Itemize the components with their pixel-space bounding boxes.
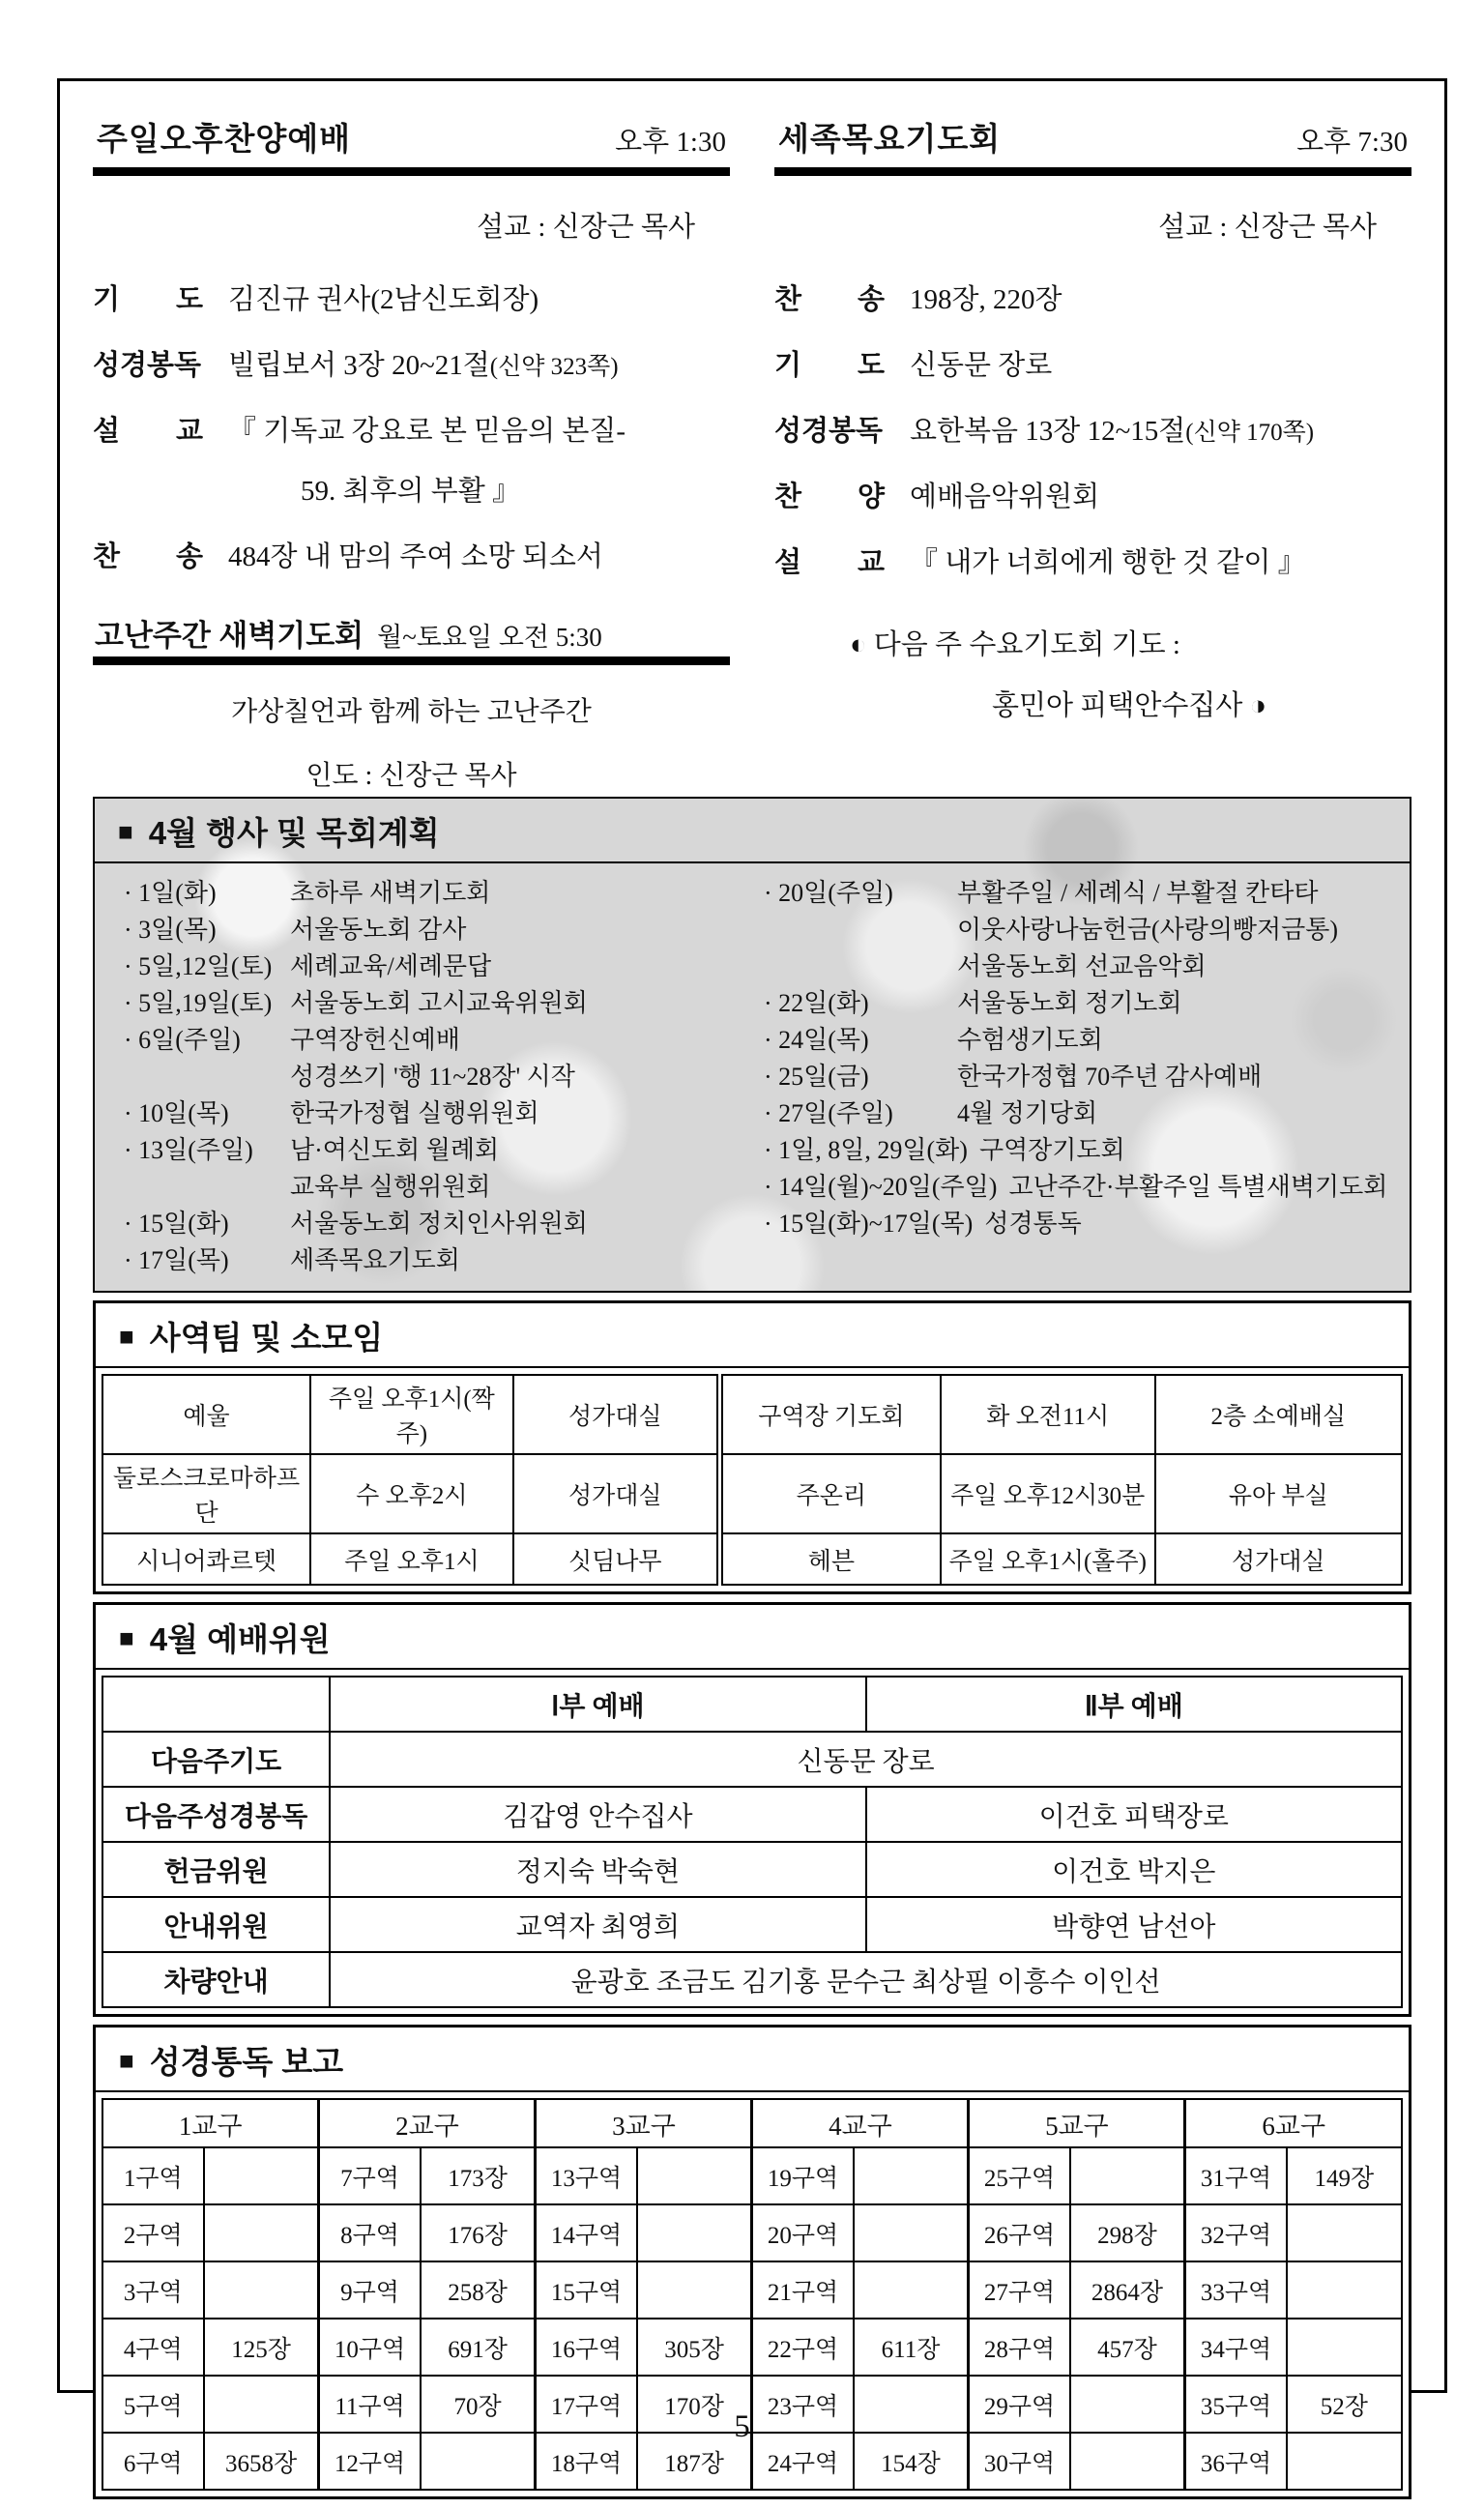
table-row (102, 2261, 1402, 2319)
half-circle-left-icon: ◐ (850, 629, 867, 660)
event-row (124, 1242, 764, 1279)
item-value (910, 409, 1314, 449)
cell-chapters: 187장 (637, 2433, 752, 2490)
cell-name: 30구역 (969, 2433, 1070, 2490)
cell-chapters (204, 2261, 319, 2319)
table-row (102, 1454, 1402, 1533)
service-item (93, 409, 730, 449)
event-desc: 서울동노회 감사 (290, 916, 467, 944)
event-desc: 세족목요기도회 (290, 1246, 460, 1274)
team-time: 화 오전11시 (941, 1375, 1155, 1454)
cell-chapters: 2864장 (1070, 2261, 1185, 2319)
district-header: 1교구 (102, 2099, 319, 2147)
cell-name: 18구역 (536, 2433, 637, 2490)
table-row (102, 1897, 1402, 1952)
table-row (102, 1533, 1402, 1585)
event-row (764, 1169, 1404, 1206)
event-row (124, 1169, 764, 1206)
cell-name: 6구역 (102, 2433, 204, 2490)
committee-value: 이건호 박지은 (866, 1842, 1402, 1897)
bible-reading-title: 성경통독 보고 (149, 2044, 344, 2080)
cell-name: 14구역 (536, 2204, 637, 2261)
cell-chapters: 170장 (637, 2376, 752, 2433)
cell-name: 3구역 (102, 2261, 204, 2319)
cell-name: 20구역 (752, 2204, 854, 2261)
event-date: · 22일(화) (764, 989, 869, 1017)
service-column-left (93, 101, 730, 791)
table-row (102, 2147, 1402, 2204)
service-item (93, 343, 730, 383)
event-row (764, 1095, 1404, 1132)
cell-chapters: 52장 (1287, 2376, 1402, 2433)
event-date: · 13일(주일) (124, 1136, 253, 1164)
service-item (774, 540, 1411, 580)
cell-name: 25구역 (969, 2147, 1070, 2204)
cell-name: 31구역 (1185, 2147, 1287, 2204)
cell-chapters (637, 2204, 752, 2261)
cell-name: 16구역 (536, 2319, 637, 2376)
cell-chapters: 691장 (421, 2319, 536, 2376)
dawn-prayer-leader: 인도 : 신장근 목사 (306, 761, 517, 791)
event-desc: 서울동노회 정치인사위원회 (290, 1210, 588, 1238)
cell-name: 22구역 (752, 2319, 854, 2376)
committee-title: 4월 예배위원 (149, 1621, 331, 1657)
table-row (102, 1842, 1402, 1897)
team-name: 구역장 기도회 (719, 1375, 940, 1454)
event-date (764, 948, 957, 985)
table-row (102, 1787, 1402, 1842)
dawn-prayer-time: 월~토요일 오전 5:30 (377, 623, 602, 652)
service-title-row (774, 101, 1411, 165)
notice-line2 (774, 684, 1411, 723)
cell-name: 17구역 (536, 2376, 637, 2433)
item-label: 찬 송 (774, 284, 886, 315)
event-row (764, 985, 1404, 1022)
item-value: 『 내가 너희에게 행한 것 같이 』 (910, 547, 1306, 578)
cell-chapters (854, 2261, 969, 2319)
cell-chapters (204, 2147, 319, 2204)
cell-name: 19구역 (752, 2147, 854, 2204)
item-value: 신동문 장로 (910, 350, 1053, 381)
event-row (124, 985, 764, 1022)
committee-value: 박향연 남선아 (866, 1897, 1402, 1952)
service2-header: Ⅱ부 예배 (866, 1677, 1402, 1732)
item-label: 설 교 (93, 416, 204, 447)
double-rule (774, 167, 1411, 176)
service-item (774, 409, 1411, 449)
event-date: · 20일(주일) (764, 879, 893, 907)
cell-chapters: 149장 (1287, 2147, 1402, 2204)
item-value: 198장, 220장 (910, 284, 1062, 315)
event-date: · 15일(화) (124, 1210, 229, 1238)
cell-chapters: 70장 (421, 2376, 536, 2433)
cell-name: 4구역 (102, 2319, 204, 2376)
event-date (124, 1059, 290, 1095)
cell-name: 24구역 (752, 2433, 854, 2490)
cell-chapters: 611장 (854, 2319, 969, 2376)
service-title-row (93, 101, 730, 165)
notice-text2: 홍민아 피택안수집사 (992, 690, 1243, 721)
team-place: 싯딤나무 (513, 1533, 720, 1585)
event-date: · 25일(금) (764, 1063, 869, 1091)
event-desc: 수험생기도회 (957, 1026, 1103, 1054)
item-label: 기 도 (93, 284, 204, 315)
committee-value: 교역자 최영희 (330, 1897, 865, 1952)
committee-value: 정지숙 박숙현 (330, 1842, 865, 1897)
row-label: 다음주기도 (102, 1732, 330, 1787)
cell-name: 11구역 (319, 2376, 421, 2433)
team-time: 주일 오후1시 (310, 1533, 513, 1585)
event-date: · 27일(주일) (764, 1099, 893, 1127)
empty-cell (102, 1677, 330, 1732)
event-desc: 한국가정협 실행위원회 (290, 1099, 539, 1127)
cell-name: 28구역 (969, 2319, 1070, 2376)
notice-text1: 다음 주 수요기도회 기도 : (873, 629, 1180, 660)
cell-chapters: 457장 (1070, 2319, 1185, 2376)
committee-value: 김갑영 안수집사 (330, 1787, 865, 1842)
square-bullet-icon: ■ (118, 816, 133, 846)
event-date: · 1일, 8일, 29일(화) (764, 1136, 968, 1164)
item-label: 설 교 (774, 547, 886, 578)
cell-name: 15구역 (536, 2261, 637, 2319)
sermon-title-line2: 59. 최후의 부활 』 (301, 476, 521, 507)
event-date: · 10일(목) (124, 1099, 229, 1127)
cell-chapters: 173장 (421, 2147, 536, 2204)
page-number: 5 (734, 2409, 750, 2444)
service1-header: Ⅰ부 예배 (330, 1677, 865, 1732)
event-desc: 부활주일 / 세례식 / 부활절 칸타타 (957, 879, 1319, 907)
cell-name: 27구역 (969, 2261, 1070, 2319)
table-row (102, 1952, 1402, 2007)
district-header: 6교구 (1185, 2099, 1402, 2147)
team-name: 둘로스크로마하프단 (102, 1454, 310, 1533)
table-row (102, 2319, 1402, 2376)
event-row (764, 948, 1404, 985)
cell-chapters: 125장 (204, 2319, 319, 2376)
square-bullet-icon: ■ (119, 1622, 134, 1652)
cell-chapters: 154장 (854, 2433, 969, 2490)
event-desc: 서울동노회 선교음악회 (957, 952, 1207, 980)
event-row (764, 1132, 1404, 1169)
event-desc: 성경통독 (984, 1210, 1082, 1238)
committee-section (93, 1602, 1411, 2017)
team-name: 헤븐 (719, 1533, 940, 1585)
cell-chapters (1287, 2319, 1402, 2376)
team-time: 주일 오후1시(홀주) (941, 1533, 1155, 1585)
cell-chapters: 298장 (1070, 2204, 1185, 2261)
item-label: 찬 송 (93, 541, 204, 572)
item-label: 찬 양 (774, 481, 886, 512)
event-desc: 한국가정협 70주년 감사예배 (957, 1063, 1263, 1091)
events-title: 4월 행사 및 목회계획 (148, 815, 440, 851)
event-row (124, 948, 764, 985)
committee-value: 윤광호 조금도 김기홍 문수근 최상필 이흥수 이인선 (330, 1952, 1402, 2007)
event-desc: 성경쓰기 '행 11~28장' 시작 (290, 1063, 575, 1091)
square-bullet-icon: ■ (119, 2045, 134, 2075)
team-place: 성가대실 (1155, 1533, 1402, 1585)
preacher-line: 설교 : 신장근 목사 (477, 212, 695, 243)
team-time: 주일 오후12시30분 (941, 1454, 1155, 1533)
bible-reading-header (96, 2028, 1409, 2092)
double-rule (93, 167, 730, 176)
events-column-left (124, 875, 764, 1279)
event-desc: 구역장헌신예배 (290, 1026, 460, 1054)
cell-name: 29구역 (969, 2376, 1070, 2433)
cell-name: 1구역 (102, 2147, 204, 2204)
cell-name: 36구역 (1185, 2433, 1287, 2490)
scripture-ref: 빌립보서 3장 20~21절 (228, 350, 490, 381)
cell-name: 5구역 (102, 2376, 204, 2433)
committee-value: 신동문 장로 (330, 1732, 1402, 1787)
district-header: 5교구 (969, 2099, 1185, 2147)
half-circle-right-icon: ◑ (1249, 690, 1267, 721)
event-date: · 6일(주일) (124, 1026, 241, 1054)
cell-chapters (854, 2147, 969, 2204)
table-row (102, 1375, 1402, 1454)
event-date: · 14일(월)~20일(주일) (764, 1173, 998, 1201)
event-row (124, 1022, 764, 1059)
events-column-right (764, 875, 1404, 1279)
event-desc: 세례교육/세례문답 (290, 952, 492, 980)
cell-name: 8구역 (319, 2204, 421, 2261)
event-desc: 남·여신도회 월례회 (290, 1136, 500, 1164)
item-value: 『 기독교 강요로 본 믿음의 본질- (228, 416, 626, 447)
item-label: 기 도 (774, 350, 886, 381)
row-label: 안내위원 (102, 1897, 330, 1952)
dawn-prayer-title: 고난주간 새벽기도회 (95, 619, 364, 653)
cell-chapters: 258장 (421, 2261, 536, 2319)
event-row (124, 1095, 764, 1132)
team-place: 성가대실 (513, 1375, 720, 1454)
cell-chapters (1070, 2147, 1185, 2204)
cell-name: 35구역 (1185, 2376, 1287, 2433)
cell-name: 12구역 (319, 2433, 421, 2490)
event-date: · 24일(목) (764, 1026, 869, 1054)
service-time: 오후 1:30 (615, 127, 726, 158)
item-value: 예배음악위원회 (910, 481, 1100, 512)
team-time: 수 오후2시 (310, 1454, 513, 1533)
team-place: 성가대실 (513, 1454, 720, 1533)
table-row (102, 1732, 1402, 1787)
service-item (93, 535, 730, 574)
event-date (124, 1169, 290, 1206)
row-label: 차량안내 (102, 1952, 330, 2007)
event-row (764, 1022, 1404, 1059)
event-date (764, 912, 957, 948)
item-label: 성경봉독 (93, 350, 202, 381)
committee-header (96, 1605, 1409, 1670)
row-label: 헌금위원 (102, 1842, 330, 1897)
event-desc: 서울동노회 고시교육위원회 (290, 989, 588, 1017)
dawn-prayer-note: 가상칠언과 함께 하는 고난주간 (231, 697, 592, 727)
item-value (228, 343, 619, 383)
event-date: · 3일(목) (124, 916, 217, 944)
cell-name: 33구역 (1185, 2261, 1287, 2319)
event-row (764, 1206, 1404, 1242)
item-label: 성경봉독 (774, 416, 884, 447)
event-desc: 구역장기도회 (978, 1136, 1125, 1164)
cell-chapters (854, 2204, 969, 2261)
service-item (774, 475, 1411, 514)
event-date: · 1일(화) (124, 879, 217, 907)
scripture-page: (신약 170쪽) (1185, 420, 1315, 446)
table-header-row (102, 2099, 1402, 2147)
scripture-page: (신약 323쪽) (489, 354, 619, 380)
notice-line1 (774, 623, 1411, 662)
item-value: 김진규 권사(2남신도회장) (228, 284, 539, 315)
cell-name: 26구역 (969, 2204, 1070, 2261)
double-rule (93, 656, 730, 665)
cell-name: 2구역 (102, 2204, 204, 2261)
district-header: 3교구 (536, 2099, 752, 2147)
events-body (95, 863, 1410, 1291)
event-date: · 5일,19일(토) (124, 989, 273, 1017)
event-desc: 교육부 실행위원회 (290, 1173, 491, 1201)
event-row (124, 1059, 764, 1095)
team-time: 주일 오후1시(짝주) (310, 1375, 513, 1454)
teams-header (96, 1303, 1409, 1368)
team-place: 유아 부실 (1155, 1454, 1402, 1533)
scripture-ref: 요한복음 13장 12~15절 (910, 416, 1186, 447)
event-row (764, 912, 1404, 948)
cell-chapters: 176장 (421, 2204, 536, 2261)
service-item (774, 277, 1411, 317)
square-bullet-icon: ■ (119, 1321, 134, 1351)
committee-table (102, 1676, 1403, 2008)
cell-name: 21구역 (752, 2261, 854, 2319)
team-name: 시니어콰르텟 (102, 1533, 310, 1585)
cell-name: 13구역 (536, 2147, 637, 2204)
bulletin-page (57, 78, 1447, 2477)
services-section (93, 101, 1411, 791)
events-section (93, 797, 1411, 1293)
cell-chapters: 3658장 (204, 2433, 319, 2490)
team-name: 주온리 (719, 1454, 940, 1533)
cell-name: 9구역 (319, 2261, 421, 2319)
cell-chapters: 305장 (637, 2319, 752, 2376)
table-row (102, 1677, 1402, 1732)
event-desc: 고난주간·부활주일 특별새벽기도회 (1008, 1173, 1388, 1201)
service-item (93, 277, 730, 317)
committee-value: 이건호 피택장로 (866, 1787, 1402, 1842)
item-value: 484장 내 맘의 주여 소망 되소서 (228, 541, 603, 572)
event-date: · 17일(목) (124, 1246, 229, 1274)
event-row (124, 875, 764, 912)
event-desc: 서울동노회 정기노회 (957, 989, 1182, 1017)
teams-section (93, 1300, 1411, 1594)
event-date: · 5일,12일(토) (124, 952, 273, 980)
cell-name: 23구역 (752, 2376, 854, 2433)
cell-name: 10구역 (319, 2319, 421, 2376)
cell-name: 34구역 (1185, 2319, 1287, 2376)
service-column-right (774, 101, 1411, 777)
event-desc: 이웃사랑나눔헌금(사랑의빵저금통) (957, 916, 1339, 944)
table-row (102, 2204, 1402, 2261)
teams-title: 사역팀 및 소모임 (149, 1320, 384, 1356)
event-desc: 초하루 새벽기도회 (290, 879, 491, 907)
cell-name: 32구역 (1185, 2204, 1287, 2261)
cell-chapters (637, 2261, 752, 2319)
cell-chapters (637, 2147, 752, 2204)
event-row (124, 912, 764, 948)
team-place: 2층 소예배실 (1155, 1375, 1402, 1454)
event-row (124, 1132, 764, 1169)
event-date: · 15일(화)~17일(목) (764, 1210, 974, 1238)
event-row (764, 875, 1404, 912)
event-row (124, 1206, 764, 1242)
service-time: 오후 7:30 (1296, 127, 1408, 158)
events-header (95, 799, 1410, 863)
row-label: 다음주성경봉독 (102, 1787, 330, 1842)
cell-chapters (204, 2204, 319, 2261)
district-header: 4교구 (752, 2099, 969, 2147)
district-header: 2교구 (319, 2099, 536, 2147)
next-week-notice (774, 623, 1411, 723)
cell-chapters (1287, 2204, 1402, 2261)
dawn-prayer-heading (93, 611, 730, 655)
cell-chapters (1287, 2261, 1402, 2319)
preacher-line: 설교 : 신장근 목사 (1158, 212, 1377, 243)
teams-table (102, 1374, 1403, 1586)
event-row (764, 1059, 1404, 1095)
service-title: 주일오후찬양예배 (97, 121, 352, 157)
event-desc: 4월 정기당회 (957, 1099, 1098, 1127)
service-title: 세족목요기도회 (778, 121, 1002, 157)
cell-name: 7구역 (319, 2147, 421, 2204)
team-name: 예울 (102, 1375, 310, 1454)
service-item (774, 343, 1411, 383)
